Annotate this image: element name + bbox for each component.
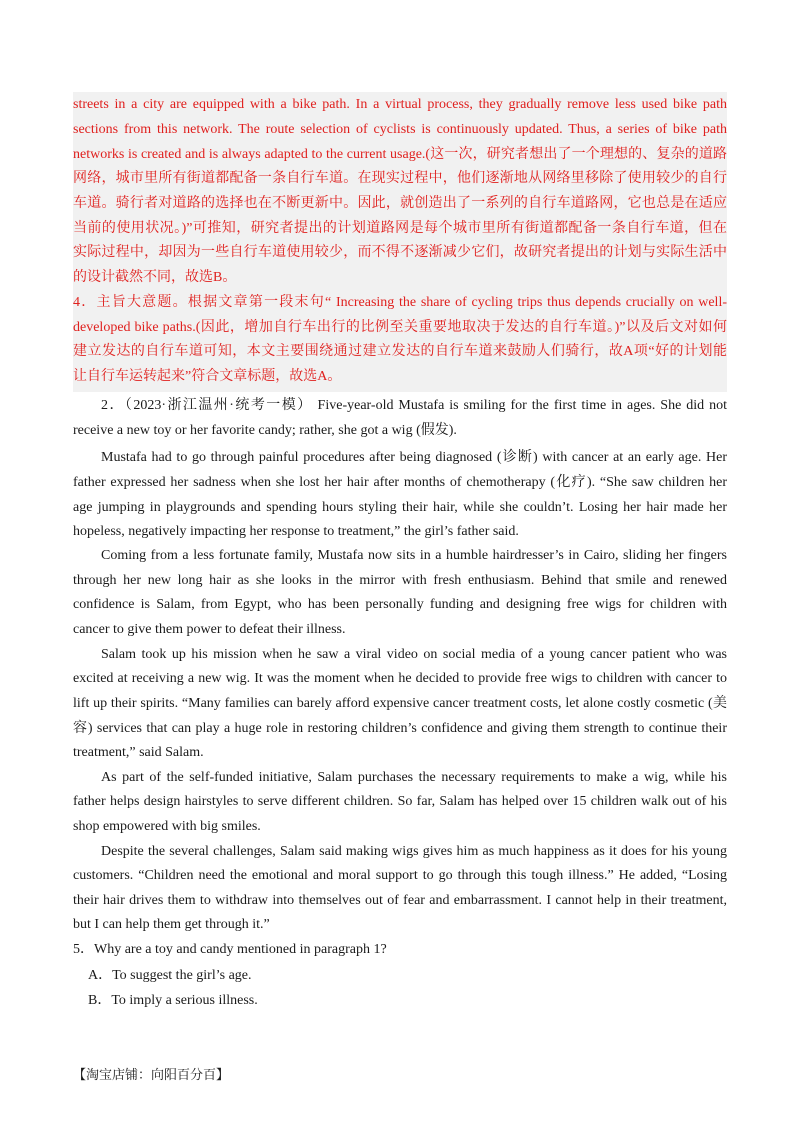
answer-line: streets in a city are equipped with a bike path. In a virtual process, they gradually remove less used bike path [73, 97, 727, 112]
passage-line: but I can help them get through it.” [73, 917, 270, 932]
passage-line: Salam took up his mission when he saw a viral video on social media of a young cancer patient who was [101, 647, 727, 662]
option-a[interactable]: A．To suggest the girl’s age. [88, 968, 252, 983]
answer-line: 让自行车运转起来”符合文章标题，故选A。 [73, 369, 342, 384]
answer-line: 车道。骑行者对道路的选择也在不断更新中。因此，就创造出了一系列的自行车道路网，它也总是在适应 [73, 196, 727, 211]
passage-line: customers. “Children need the emotional and moral support to go through this tough illness.” He added, “Losing [73, 868, 727, 883]
answer-line: 当前的使用状况。)”可推知，研究者提出的计划道路网是每个城市里所有街道都配备一条自行车道，但在 [73, 221, 727, 236]
passage-line: through her new long hair as she looks in the mirror with fresh enthusiasm. Behind that smile and renewed [73, 573, 727, 588]
passage-line: their hair drives them to withdraw into themselves out of fear and embarrassment. I cannot help in their treatment, [73, 893, 727, 908]
option-b[interactable]: B．To imply a serious illness. [88, 993, 258, 1008]
answer-line: networks is created and is always adapted to the current usage.(这一次，研究者想出了一个理想的、复杂的道路 [73, 147, 727, 162]
passage-line: hopeless, negatively impacting her response to treatment,” the girl’s father said. [73, 524, 519, 539]
answer-line: 的设计截然不同，故选B。 [73, 270, 237, 285]
passage-line: cancer to give them power to defeat their illness. [73, 622, 346, 637]
passage-line: shop empowered with big smiles. [73, 819, 261, 834]
passage-line: As part of the self-funded initiative, Salam purchases the necessary requirements to make a wig, while his [101, 770, 727, 785]
passage-line: father helps design hairstyles to serve different children. So far, Salam has helped over 15 children walk out of his [73, 794, 727, 809]
passage-line: Mustafa had to go through painful procedures after being diagnosed (诊断) with cancer at an early age. Her [101, 450, 727, 465]
passage-line: confidence is Salam, from Egypt, who has been personally funding and designing free wigs for children with [73, 597, 727, 612]
answer-line: 4．主旨大意题。根据文章第一段末句“ Increasing the share of cycling trips thus depends crucially on well- [73, 295, 727, 310]
passage-line: excited at receiving a new wig. It was the moment when he decided to provide free wigs to children with cancer to [73, 671, 727, 686]
passage-line: father expressed her sadness when she lost her hair after months of chemotherapy (化疗). “She saw children her [73, 475, 727, 490]
passage-line: treatment,” said Salam. [73, 745, 204, 760]
answer-line: developed bike paths.(因此，增加自行车出行的比例至关重要地取决于发达的自行车道。)”以及后文对如何 [73, 320, 727, 335]
answer-line: 实际过程中，却因为一些自行车道使用较少，而不得不逐渐减少它们，故研究者提出的计划与实际生活中 [73, 245, 727, 260]
answer-line: 建立发达的自行车道可知，本文主要围绕通过建立发达的自行车道来鼓励人们骑行，故A项“好的计划能 [73, 344, 727, 359]
footer-shop: 【淘宝店铺：向阳百分百】 [73, 1068, 230, 1083]
passage-line: Coming from a less fortunate family, Mustafa now sits in a humble hairdresser’s in Cairo, sliding her fingers [101, 548, 727, 563]
passage-line: Despite the several challenges, Salam said making wigs gives him as much happiness as it does for his young [101, 844, 727, 859]
answer-line: sections from this network. The route selection of cyclists is continuously updated. Thus, a series of bike path [73, 122, 727, 137]
passage-line: age jumping in playgrounds and spending hours styling their hair, while she couldn’t. Losing her hair made her [73, 500, 727, 515]
passage-line: lift up their spirits. “Many families can barely afford expensive cancer treatment costs, let alone costly cosmetic (美 [73, 696, 727, 711]
passage-line: receive a new toy or her favorite candy; rather, she got a wig (假发). [73, 423, 457, 438]
question-stem: 5．Why are a toy and candy mentioned in paragraph 1? [73, 942, 387, 957]
passage-line: 2．（2023·浙江温州·统考一模） Five-year-old Mustafa is smiling for the first time in ages. She did not [101, 398, 727, 413]
passage-line: 容) services that can play a huge role in restoring children’s confidence and giving them strength to continue their [73, 721, 727, 736]
answer-line: 网络，城市里所有街道都配备一条自行车道。在现实过程中，他们逐渐地从网络里移除了使用较少的自行 [73, 171, 727, 186]
